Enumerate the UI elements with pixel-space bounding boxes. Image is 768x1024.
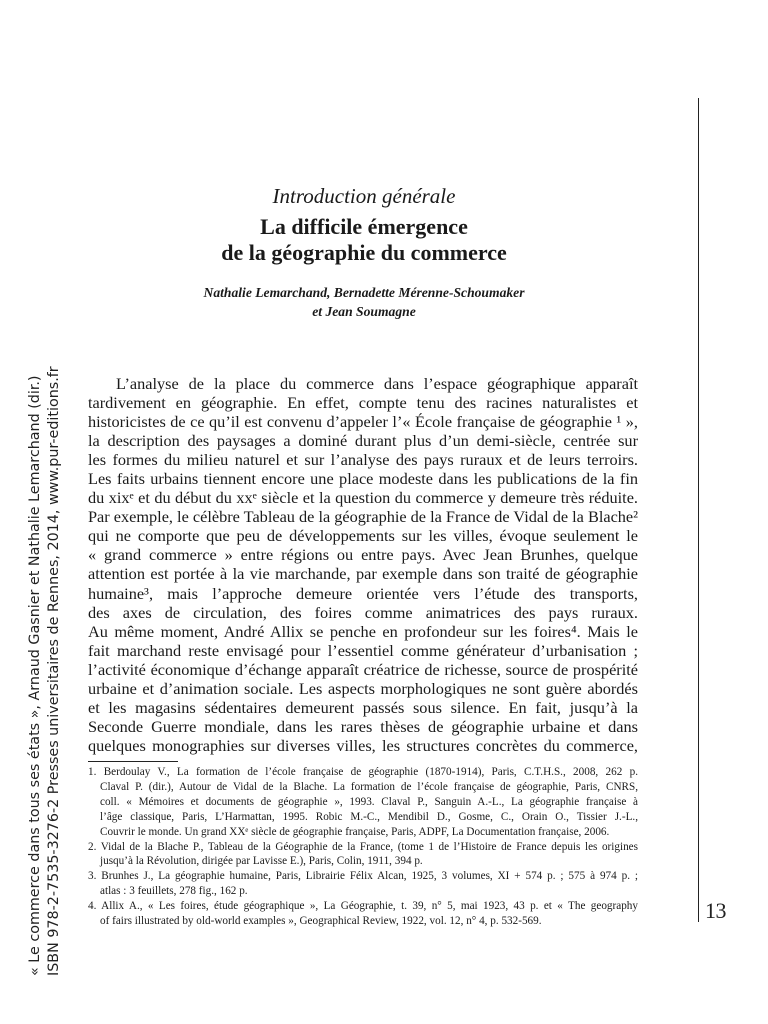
body-line: les formes du milieu naturel et sur l’analyse des pays ruraux et de leurs terroirs. <box>88 450 638 470</box>
footnote-line: Claval P. (dir.), Autour de Vidal de la Blache. La formation de l’école française de géographie, Paris, CNRS, <box>100 780 638 793</box>
footnote-line: Couvrir le monde. Un grand XXᵉ siècle de géographie française, Paris, ADPF, La Documentation française, 2006. <box>100 825 610 838</box>
chapter-title-line-1: La difficile émergence <box>260 214 468 239</box>
footnote-line: coll. « Mémoires et documents de géographie », 1993. Claval P., Sanguin A.-L., La géographie française à <box>100 795 638 808</box>
body-line: « grand commerce » entre régions ou entre pays. Avec Jean Brunhes, quelque <box>88 545 638 565</box>
chapter-title-line-2: de la géographie du commerce <box>221 240 507 265</box>
body-line: fait marchand reste envisagé pour l’essentiel comme générateur d’urbanisation ; <box>88 640 638 660</box>
body-paragraph <box>88 374 638 755</box>
footnote-line: of fairs illustrated by old-world examples », Geographical Review, 1922, vol. 12, n° 4, p. 532-569. <box>100 915 542 928</box>
footnote-line: atlas : 3 feuillets, 278 fig., 162 p. <box>100 885 248 898</box>
authors <box>90 283 638 321</box>
footnote-line: 4. Allix A., « Les foires, étude géographique », La Géographie, t. 39, n° 5, mai 1923, 43 p. et « The geography <box>88 900 638 913</box>
authors-line-1: Nathalie Lemarchand, Bernadette Mérenne-Schoumaker <box>203 285 525 300</box>
footnotes <box>88 765 638 929</box>
footnote-separator <box>88 761 178 762</box>
body-line: Seconde Guerre mondiale, dans les rares thèses de géographie urbaine et dans <box>88 716 638 736</box>
section-kicker: Introduction générale <box>272 184 456 208</box>
body-line: la description des paysages a dominé durant plus d’un demi-siècle, centrée sur <box>88 431 638 451</box>
body-line: humaine³, mais l’approche demeure orientée vers l’étude des transports, <box>88 583 638 603</box>
authors-line-2: et Jean Soumagne <box>312 304 416 319</box>
body-line: Les faits urbains tiennent encore une place modeste dans les publications de la fin <box>88 469 638 489</box>
body-line: qui ne comporte que peu de développements sur les villes, évoque seulement le <box>88 526 638 546</box>
body-line: du xixᵉ et du début du xxᵉ siècle et la question du commerce y demeure très réduite. <box>88 488 638 508</box>
body-line: urbaine et d’animation sociale. Les aspects morphologiques ne sont guère abordés <box>88 678 638 698</box>
body-line: attention est portée à la vie marchande, par exemple dans son traité de géographie <box>88 564 638 584</box>
side-credit <box>26 336 64 976</box>
right-margin-rule <box>698 98 699 922</box>
footnote-line: 3. Brunhes J., La géographie humaine, Paris, Librairie Félix Alcan, 1925, 3 volumes, XI + 574 p. ; 575 à 974 p. ; <box>88 870 638 883</box>
footnote-line: l’âge classique, Paris, L’Harmattan, 1995. Robic M.-C., Mendibil D., Gosme, C., Orain O., Tissier J.-L., <box>100 810 638 823</box>
body-line: Au même moment, André Allix se penche en profondeur sur les foires⁴. Mais le <box>88 621 638 641</box>
body-line: tardivement en géographie. En effet, compte tenu des racines naturalistes et <box>88 393 638 413</box>
body-line: L’analyse de la place du commerce dans l’espace géographique apparaît <box>116 374 638 393</box>
footnote-line: jusqu’à la Révolution, dirigée par Lavisse E.), Paris, Colin, 1911, 394 p. <box>100 855 423 868</box>
footnote-line: 1. Berdoulay V., La formation de l’école française de géographie (1870-1914), Paris, C.T.H.S., 2008, 262 p. <box>88 766 638 778</box>
page-number: 13 <box>705 898 726 923</box>
side-credit-line-1: « Le commerce dans tous ses états », Arnaud Gasnier et Nathalie Lemarchand (dir.) <box>27 375 43 976</box>
body-line: quelques monographies sur diverses villes, les structures concrètes du commerce, <box>88 735 638 755</box>
body-line: Par exemple, le célèbre Tableau de la géographie de la France de Vidal de la Blache² <box>88 507 638 527</box>
body-line: et les magasins sédentaires demeurent passés sous silence. En fait, jusqu’à la <box>88 697 638 717</box>
body-line: historicistes de ce qu’il est convenu d’appeler l’« École française de géographie ¹ », <box>88 412 638 432</box>
footnote-line: 2. Vidal de la Blache P., Tableau de la Géographie de la France, (tome 1 de l’Histoire de France depuis les origines <box>88 840 638 853</box>
side-credit-line-2: ISBN 978-2-7535-3276-2 Presses universitaires de Rennes, 2014, www.pur-editions.fr <box>46 366 62 976</box>
chapter-title <box>90 214 638 266</box>
body-line: des axes de circulation, des foires comme animatrices des pays ruraux. <box>88 602 638 622</box>
body-line: l’activité économique d’échange apparaît créatrice de richesse, source de prospérité <box>88 659 638 679</box>
